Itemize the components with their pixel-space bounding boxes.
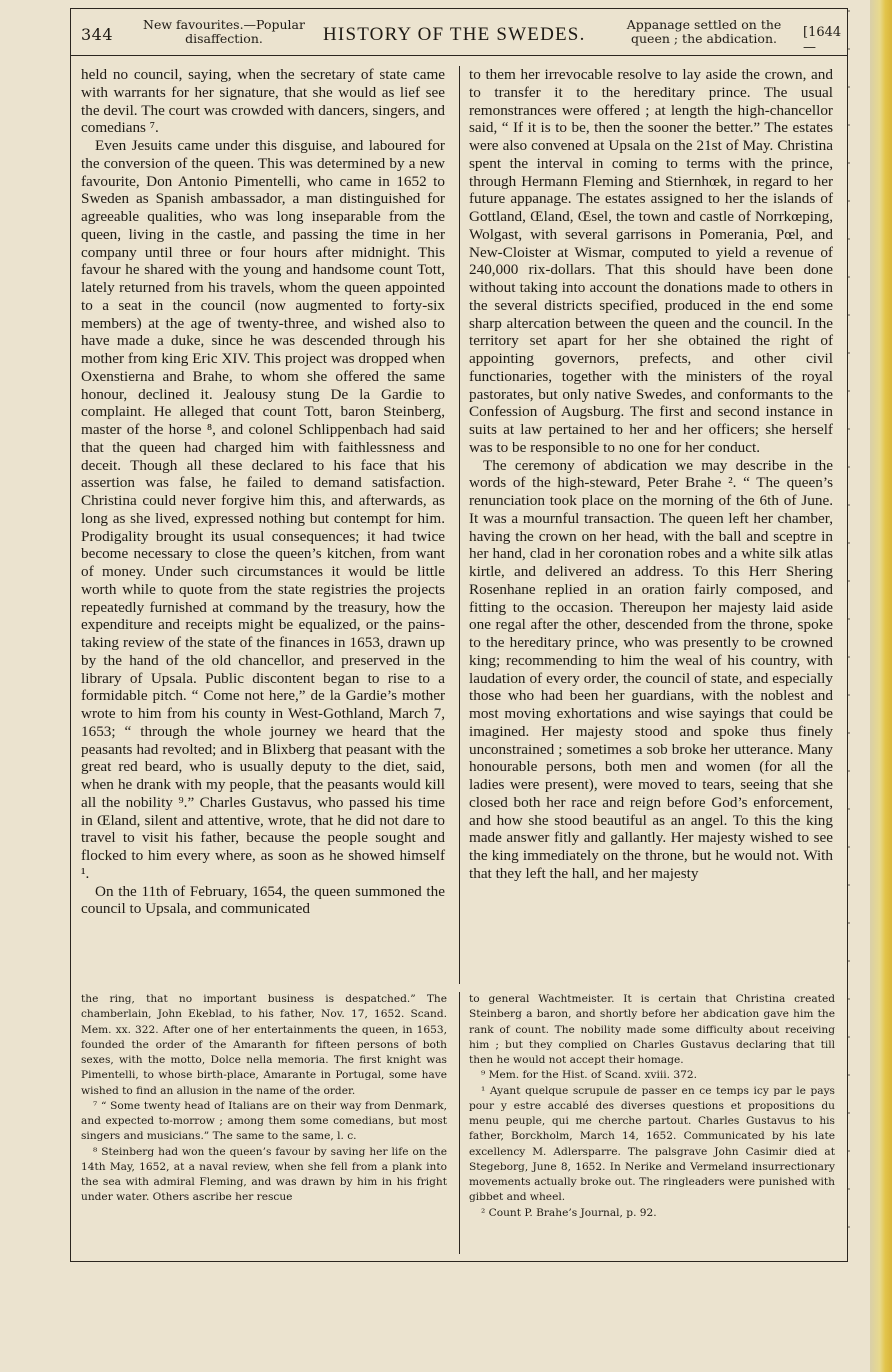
footnote: to general Wachtmeister. It is certain that Christina created Steinberg a baron, and shortly before her abdication gave him the rank of count. The nobility made some difficulty about receiving him ; but they complied on Charles Gustavus declaring that till then he would not accept their homage. <box>469 993 835 1066</box>
book-page <box>70 8 848 1262</box>
margin-marks <box>848 10 850 1250</box>
right-side-caption: Appanage settled on the queen ; the abdication. <box>626 17 782 46</box>
footnote: the ring, that no important business is despatched.” The chamberlain, John Ekeblad, to his father, Nov. 17, 1652. Scand. Mem. xx. 322. After one of her entertainments the queen, in 1653, founded the order of the Amaranth for fifteen persons of both sexes, with the motto, Dolce nella memoria. The first knight was Pimentelli, to whose birth-place, Amarante in Portugal, some have wished to find an allusion in the name of the order. <box>81 993 447 1097</box>
footnotes-left <box>81 992 447 1206</box>
footnote: ² Count P. Brahe’s Journal, p. 92. <box>481 1206 657 1219</box>
paragraph: The ceremony of abdication we may describe in the words of the high-steward, Peter Brahe ². “ The queen’s renunciation took place on the morning of the 6th of June. It was a mournful transaction. The queen left her chamber, having the crown on her head, with the ball and sceptre in her hand, clad in her coronation robes and a white silk atlas kirtle, and delivered an address. To this Herr Shering Rosenhane replied in an oration fairly composed, and fitting to the occasion. Thereupon her majesty laid aside one regal after the other, descended from the throne, spoke to the hereditary prince, who was presently to be crowned king; recommending to him the weal of his country, with laudation of every order, the council of state, and especially those who had been her guardians, with the noblest and most moving exhortations and wise sayings that could be imagined. Her majesty stood and spoke thus finely unconstrained ; sometimes a sob broke her utterance. Many honourable persons, both men and women (for all the ladies were present), were moved to tears, seeing that she closed both her race and reign before God’s enforcement, and how she stood beautiful as an angel. To this the king made answer fitly and gallantly. Her majesty wished to see the king immediately on the throne, but he would not. With that they left the hall, and her majesty <box>469 456 833 882</box>
page-gilt-edge <box>870 0 892 1372</box>
right-text-column <box>469 66 833 883</box>
footnote: ¹ Ayant quelque scrupule de passer en ce temps icy par le pays pour y estre accablé des diverses questions et propositions du menu peuple, qui me cherche partout. Charles Gustavus to his father, Borckholm, March 14, 1652. Communicated by his late excellency M. Adlersparre. The palsgrave John Casimir died at Stegeborg, June 8, 1652. In Nerike and Vermeland insurrectionary movements actually broke out. The ringleaders were punished with gibbet and wheel. <box>469 1084 835 1204</box>
running-head <box>71 9 847 56</box>
book-title: HISTORY OF THE SWEDES. <box>323 24 586 45</box>
column-divider <box>459 66 460 984</box>
left-side-caption: New favourites.—Popular disaffection. <box>143 17 305 46</box>
paragraph: Even Jesuits came under this disguise, and laboured for the conversion of the queen. This was determined by a new favourite, Don Antonio Pimentelli, who came in 1652 to Sweden as Spanish ambassador, a man distinguished for agreeable qualities, who was long inseparable from the queen, living in the castle, and passing the time in her company until three or four hours after midnight. This favour he shared with the young and handsome count Tott, lately returned from his travels, whom the queen appointed to a seat in the council (now augmented to forty-six members) at the age of twenty-three, and wished also to have made a duke, since he was descended through his mother from king Eric XIV. This project was dropped when Oxenstierna and Brahe, to whom she offered the same honour, declined it. Jealousy stung De la Gardie to complaint. He alleged that count Tott, baron Steinberg, master of the horse ⁸, and colonel Schlippenbach had said that the queen had charged him with faithlessness and deceit. Though all these declared to his face that his assertion was false, he failed to demand satisfaction. Christina could never forgive him this, and afterwards, as long as she lived, expressed nothing but contempt for him. Prodigality brought its usual consequences; it had twice become necessary to close the queen’s kitchen, from want of money. Under such circumstances it would be little worth while to quote from the state registries the projects repeatedly furnished at command by the treasury, how the expenditure and receipts might be equalized, or the pains-taking review of the state of the finances in 1653, drawn up by the hand of the old chancellor, and preserved in the library of Upsala. Public discontent began to rise to a formidable pitch. “ Come not here,” de la Gardie’s mother wrote to him from his county in West-Gothland, March 7, 1653; “ through the whole journey we heard that the peasants had revolted; and in Blixberg that peasant with the great red beard, who is usually deputy to the diet, said, when he drank with my people, that the peasants would kill all the nobility ⁹.” Charles Gustavus, who passed his time in Œland, silent and attentive, wrote, that he did not dare to travel to visit his father, because the people sought and flocked to him every where, as soon as he showed himself ¹. <box>81 137 445 882</box>
paragraph: held no council, saying, when the secretary of state came with warrants for her signature, that she would as lief see the devil. The court was crowded with dancers, singers, and comedians ⁷. <box>81 66 445 137</box>
footnote: ⁹ Mem. for the Hist. of Scand. xviii. 372. <box>481 1069 697 1082</box>
footnote: ⁷ “ Some twenty head of Italians are on their way from Denmark, and expected to-morrow ; among them some comedians, but most singers and musicians.” The same to the same, l. c. <box>81 1099 447 1143</box>
left-text-column <box>81 66 445 918</box>
footnotes-right <box>469 992 835 1221</box>
footnote: ⁸ Steinberg had won the queen’s favour by saving her life on the 14th May, 1652, at a naval review, when she fell from a plank into the sea with admiral Fleming, and was drawn by him in his fright under water. Others ascribe her rescue <box>81 1145 447 1204</box>
paragraph: On the 11th of February, 1654, the queen summoned the council to Upsala, and communicated <box>81 882 445 918</box>
paragraph: to them her irrevocable resolve to lay aside the crown, and to transfer it to the hereditary prince. The usual remonstrances were offered ; at length the high-chancellor said, “ If it is to be, then the sooner the better.” The estates were also convened at Upsala on the 21st of May. Christina spent the interval in coming to terms with the prince, through Hermann Fleming and Stiernhœk, in regard to her future appanage. The estates assigned to her the islands of Gottland, Œland, Œsel, the town and castle of Norrkœping, Wolgast, with several garrisons in Pomerania, Pœl, and New-Cloister at Wismar, computed to yield a revenue of 240,000 rix-dollars. That this should have been done without taking into account the donations made to others in the several districts specified, produced in the end some sharp altercation between the queen and the council. In the territory set apart for her she obtained the right of appointing governors, prefects, and other civil functionaries, together with the ministers of the royal pastorates, but only native Swedes, and conformants to the Confession of Augsburg. The first and second instance in suits at law pertained to her and her officers; she herself was to be responsible to no one for her conduct. <box>469 66 833 456</box>
header-year: [1644— <box>803 25 842 55</box>
page-number: 344 <box>81 25 114 44</box>
footnote-divider <box>459 992 460 1254</box>
